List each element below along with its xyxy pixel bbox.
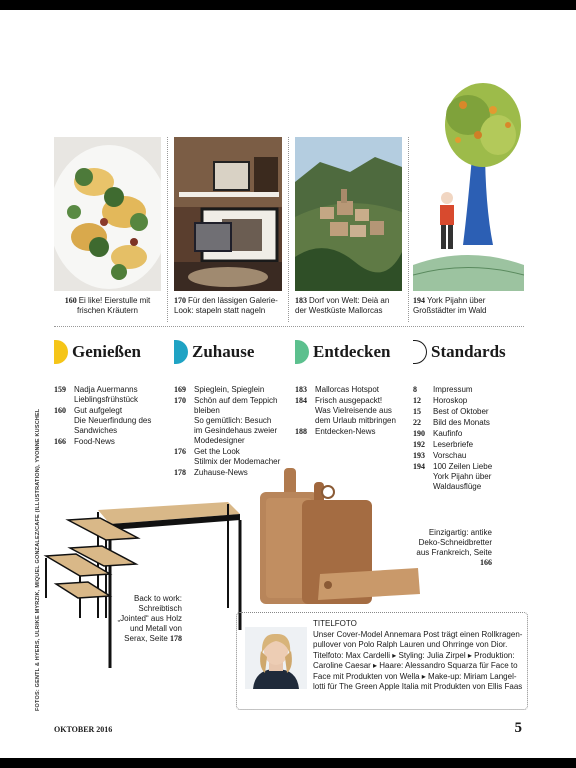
desk-caption: Back to work: Schreibtisch „Jointed“ aus Holz und Metall von Serax, Seite 178 [117,594,182,643]
toc-item[interactable]: 192 Leserbriefe [413,440,474,449]
toc-item[interactable]: 169 Spieglein, Spieglein [174,385,265,394]
section-header-zuhause [174,339,254,365]
page-number: 5 [514,720,522,736]
toc-item[interactable]: 160 Gut aufgelegt Die Neuerfindung des Sandwiches [54,406,152,435]
village-photo [295,137,402,291]
feature-page: 194 [413,296,425,305]
top-black-bar [0,0,576,10]
section-title: Genießen [72,342,141,361]
toc-list-standards [413,385,524,493]
toc-list-entdecken [295,385,402,438]
section-marker [54,340,68,364]
section-title: Zuhause [192,342,255,361]
section-header-entdecken [295,339,390,365]
titelfoto-credits: Unser Cover-Model Annemara Post trägt einen Rollkragenpullover von Polo Ralph Lauren und Ohrringe von Dior. Titelfoto: Max Cardelli ▸ Styling: Julia Zirpel ▸ Produktion: Caroline Caesar ▸ Haare: Alessandro Squarza für Face to Face mit Produkten von Wella ▸ Make-up: Miriam Langellotti für The Green Apple Italia mit Produkten von Ellis Faas [313,629,523,691]
toc-item[interactable]: 8 Impressum [413,385,473,394]
feature-caption: 160 Ei like! Eierstulle mit frischen Kräutern [64,296,151,315]
titelfoto-box [236,612,528,710]
section-title: Standards [431,342,506,361]
issue-label: OKTOBER 2016 [54,725,113,734]
cover-model-portrait [245,627,307,689]
photo-credits: FOTOS: GENTL & HYERS, ULRIKE MYRZIK, MIQUEL GONZALEZ/CAFE (ILLUSTRATION), YVONNE KUSCHEL [35,408,41,711]
toc-item[interactable]: 184 Frisch ausgepackt! Was Vielreisende aus dem Urlaub mitbringen [295,396,396,425]
toc-item[interactable]: 190 Kaufinfo [413,429,463,438]
section-header-standards [413,339,506,365]
toc-item[interactable]: 188 Entdecken-News [295,427,376,436]
desk-photo [40,498,245,670]
titelfoto-heading: TITELFOTO [313,619,357,628]
column-divider [408,137,409,322]
section-marker [413,340,427,364]
boards-caption: Einzigartig: antike Deko-Schneidbretter aus Frankreich, Seite 166 [416,528,492,567]
toc-item[interactable]: 15 Best of Oktober [413,407,489,416]
feature-caption: 194 York Pijahn über Großstädter im Wald [413,296,487,315]
section-header-geniessen [54,339,141,365]
feature-caption: 170 Für den lässigen Galerie-Look: stapeln statt nageln [174,296,278,315]
section-marker [295,340,309,364]
toc-item[interactable]: 193 Vorschau [413,451,467,460]
column-divider [167,137,168,322]
feature-page: 183 [295,296,307,305]
feature-page: 160 [64,296,77,305]
toc-list-geniessen [54,385,169,448]
toc-item[interactable]: 178 Zuhause-News [174,468,248,477]
toc-item[interactable]: 183 Mallorcas Hotspot [295,385,380,394]
gallery-wall-photo [174,137,282,291]
toc-item[interactable]: 176 Get the Look Stilmix der Modemacher [174,447,281,466]
toc-item[interactable]: 12 Horoskop [413,396,468,405]
cutting-boards-photo [258,464,423,604]
section-divider [54,326,524,327]
feature-page: 170 [174,296,186,305]
food-photo [54,137,161,291]
bottom-black-bar [0,758,576,768]
section-title: Entdecken [313,342,391,361]
toc-item[interactable]: 159 Nadja Auermanns Lieblingsfrühstück [54,385,139,404]
toc-item[interactable]: 170 Schön auf dem Teppich bleiben So gemütlich: Besuch im Gesindehaus zweier Modedesigner [174,396,278,445]
toc-item[interactable]: 22 Bild des Monats [413,418,490,427]
titelfoto-text [313,619,525,693]
toc-item[interactable]: 194 100 Zeilen Liebe York Pijahn über Waldausflüge [413,462,493,491]
column-divider [288,137,289,322]
section-marker [174,340,188,364]
toc-item[interactable]: 166 Food-News [54,437,115,446]
feature-caption: 183 Dorf von Welt: Deià an der Westküste Mallorcas [295,296,390,315]
tree-illustration [413,75,524,291]
